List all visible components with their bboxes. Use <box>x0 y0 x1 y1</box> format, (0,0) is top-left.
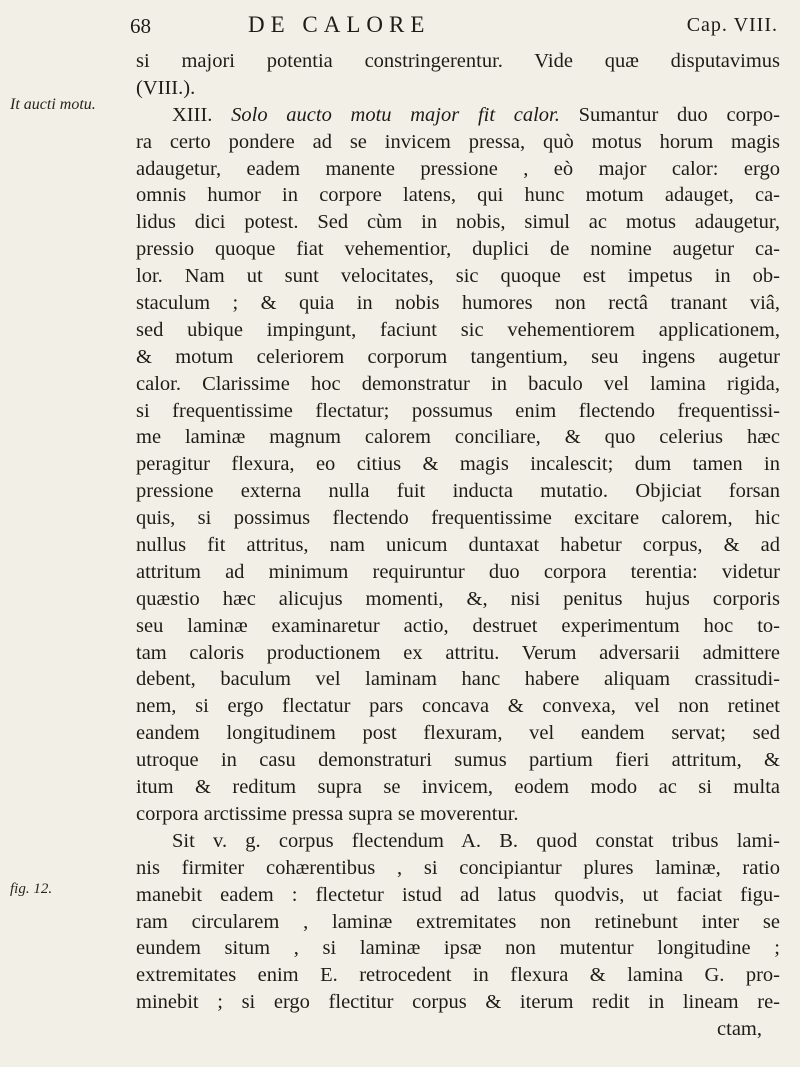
text-line: calor. Clarissime hoc demonstratur in baculo vel lamina rigida, <box>136 372 780 395</box>
text-line: (VIII.). <box>136 76 196 99</box>
text-line: sed ubique impingunt, faciunt sic vehementiorem applicationem, <box>136 318 780 341</box>
text-line: si majori potentia constringerentur. Vide quæ disputavimus <box>136 50 780 72</box>
text-line: omnis humor in corpore latens, qui hunc motum adauget, ca- <box>136 184 780 207</box>
body-text <box>136 48 780 1043</box>
text-line: lidus dici potest. Sed cùm in nobis, simul ac motus adaugetur, <box>136 211 780 234</box>
text-line: nullus fit attritus, nam unicum duntaxat habetur corpus, & ad <box>136 534 780 557</box>
text-line: attritum ad minimum requiruntur duo corpora terentia: videtur <box>136 560 780 583</box>
text-line: eandem longitudinem post flexuram, vel eandem servat; sed <box>136 722 780 745</box>
page-number: 68 <box>130 14 151 38</box>
page-header <box>130 12 778 46</box>
section-heading-line: XIII. Solo aucto motu major fit calor. Sumantur duo corpo- <box>172 103 780 126</box>
text-line: debent, baculum vel laminam hanc habere aliquam crassitudi- <box>136 668 780 691</box>
margin-note-aucto-motu: It aucti motu. <box>10 96 96 113</box>
text-line: manebit eadem : flectetur istud ad latus quodvis, ut faciat figu- <box>136 883 780 906</box>
text-line: seu laminæ examinaretur actio, destruet experimentum hoc to- <box>136 614 780 637</box>
text-line: si frequentissime flectatur; possumus enim flectendo frequentissi- <box>136 399 780 422</box>
text-line: nis firmiter cohærentibus , si concipiantur plures laminæ, ratio <box>136 856 780 879</box>
text-line: peragitur flexura, eo citius & magis incalescit; dum tamen in <box>136 453 780 476</box>
text-line: tam caloris productionem ex attritu. Verum adversarii admittere <box>136 641 780 664</box>
text-line: quæstio hæc alicujus momenti, &, nisi penitus hujus corporis <box>136 587 780 610</box>
text-line: lor. Nam ut sunt velocitates, sic quoque est impetus in ob- <box>136 265 780 288</box>
text-line: ram circularem , laminæ extremitates non retinebunt inter se <box>136 910 780 933</box>
text-line: me laminæ magnum calorem conciliare, & quo celerius hæc <box>136 426 780 449</box>
catchword: ctam, <box>717 1018 762 1041</box>
text-line: nem, si ergo flectatur pars concava & convexa, vel non retinet <box>136 695 780 718</box>
text-line: quis, si possimus flectendo frequentissime excitare calorem, hic <box>136 507 780 530</box>
text-line: itum & reditum supra se invicem, eodem modo ac si multa <box>136 776 780 799</box>
text-line: ra certo pondere ad se invicem pressa, quò motus horum magis <box>136 130 780 153</box>
text-line: adaugetur, eadem manente pressione , eò major calor: ergo <box>136 157 780 180</box>
running-title: DE CALORE <box>248 12 431 37</box>
text-line: staculum ; & quia in nobis humores non rectâ tranant viâ, <box>136 292 780 315</box>
section-title: Solo aucto motu major fit calor. <box>231 103 560 126</box>
margin-note-figure-12: fig. 12. <box>10 881 53 897</box>
text-line: utroque in casu demonstraturi sumus partium fieri attritum, & <box>136 749 780 772</box>
text-line: corpora arctissime pressa supra se moverentur. <box>136 802 519 825</box>
text-line: & motum celeriorem corporum tangentium, seu ingens augetur <box>136 345 780 368</box>
text-line: extremitates enim E. retrocedent in flexura & lamina G. pro- <box>136 964 780 987</box>
text-line: minebit ; si ergo flectitur corpus & iterum redit in lineam re- <box>136 991 780 1014</box>
text-line: pressio quoque fiat vehementior, duplici de nomine augetur ca- <box>136 238 780 261</box>
chapter-label: Cap. VIII. <box>686 14 778 36</box>
text-line: Sit v. g. corpus flectendum A. B. quod constat tribus lami- <box>172 829 780 852</box>
text-line: eundem situm , si laminæ ipsæ non mutentur longitudine ; <box>136 937 780 960</box>
text-line: pressione externa nulla fuit inducta mutatio. Objiciat forsan <box>136 480 780 503</box>
